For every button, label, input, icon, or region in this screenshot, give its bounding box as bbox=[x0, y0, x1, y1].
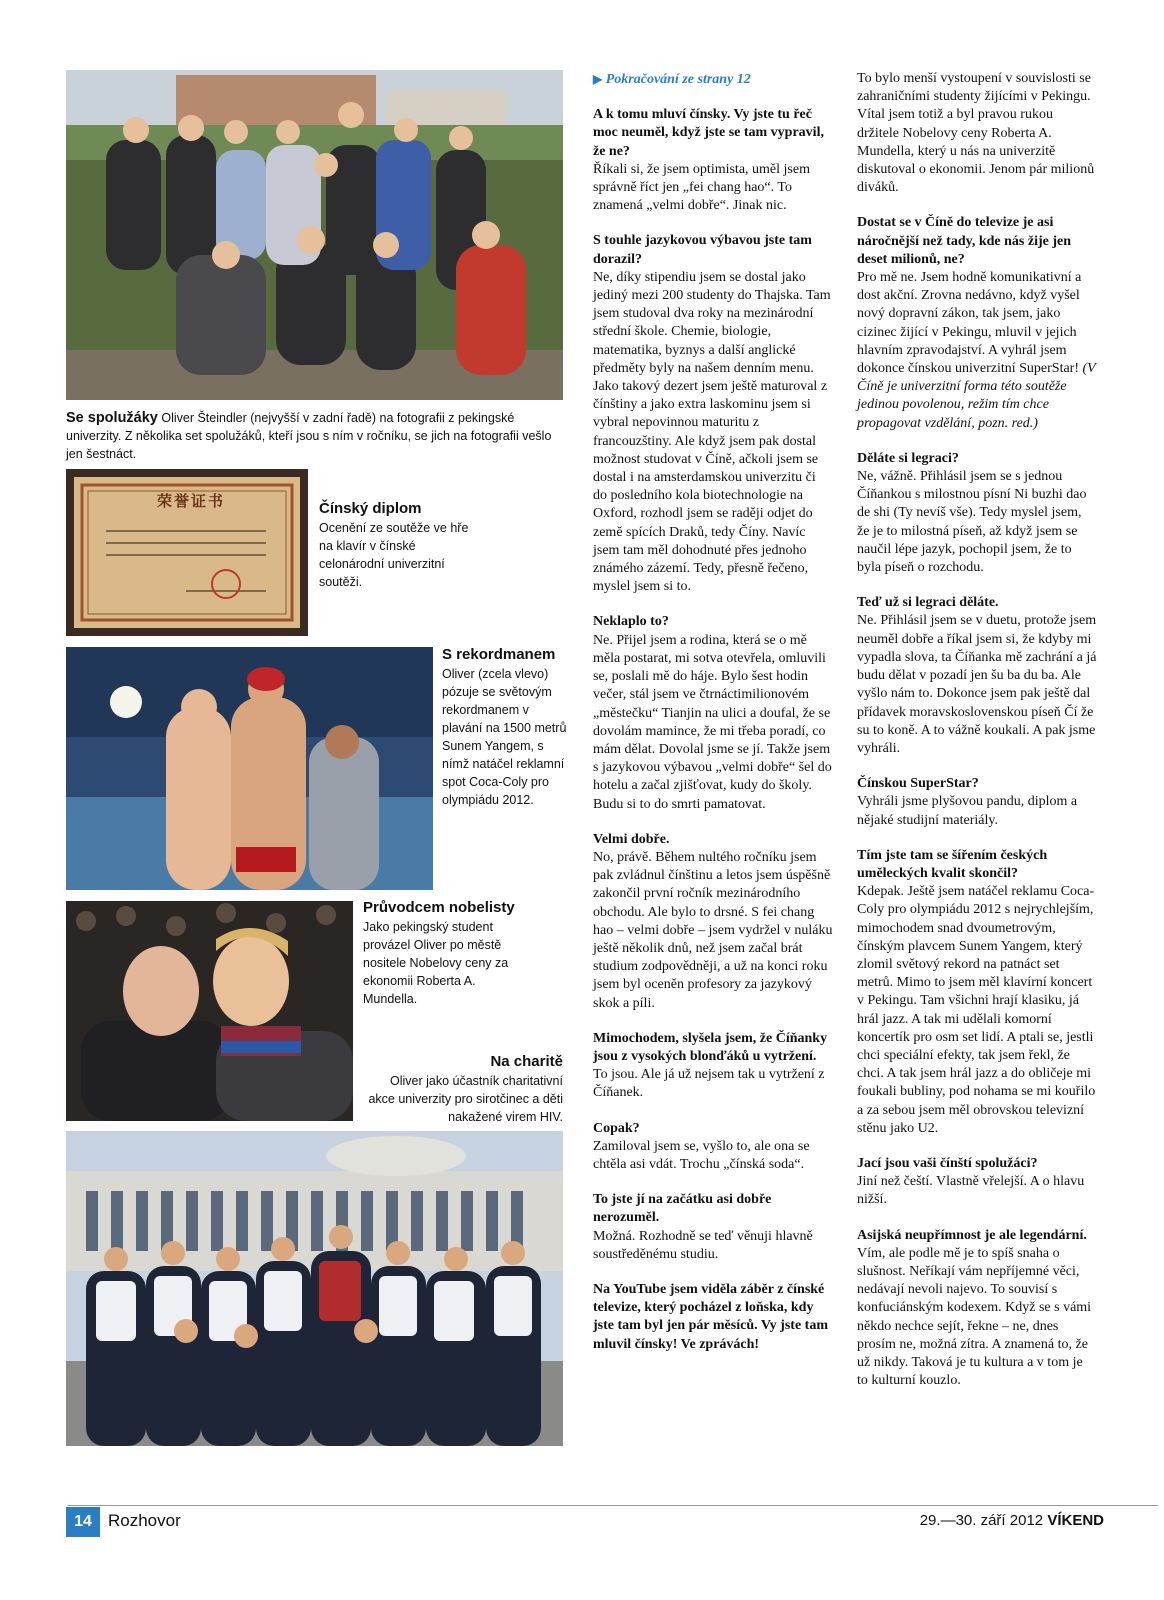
caption-charity-head: Na charitě bbox=[490, 1053, 563, 1070]
continuation-text: Pokračování ze strany 12 bbox=[605, 72, 751, 87]
qa-block bbox=[857, 1155, 1097, 1210]
photo-nobel-laureate bbox=[66, 901, 353, 1121]
question: A k tomu mluví čínsky. Vy jste tu řeč moc neuměl, když jste se tam vypravil, že ne? bbox=[593, 107, 824, 159]
question: Jací jsou vaši čínští spolužáci? bbox=[857, 1155, 1038, 1171]
qa-block bbox=[593, 1030, 833, 1103]
qa-block bbox=[593, 613, 833, 813]
caption-diploma-head: Čínský diplom bbox=[319, 500, 422, 517]
caption-classmates bbox=[66, 409, 563, 463]
play-triangle-icon: ▶ bbox=[593, 72, 603, 86]
caption-nobel-text: Jako pekingský student provázel Oliver po městě nositele Nobelovy ceny za ekonomii Roberta A. Mundella. bbox=[363, 920, 509, 1006]
question: Velmi dobře. bbox=[593, 831, 670, 847]
question: Děláte si legraci? bbox=[857, 450, 959, 466]
answer: Zamiloval jsem se, vyšlo to, ale ona se chtěla asi vdát. Trochu „čínská soda“. bbox=[593, 1138, 810, 1172]
caption-charity bbox=[365, 1052, 563, 1126]
question: Mimochodem, slyšela jsem, že Číňanky jsou z vysokých blonďáků u vytržení. bbox=[593, 1030, 828, 1064]
answer: Ne, vážně. Přihlásil jsem se s jednou Číňankou s milostnou písní Ni buzhi dao de shi (Ty nevíš vše). Tedy myslel jsem, že je to milostná píseň, až když jsem se naučil lépe jazyk, pochopil jsem, že to byla píseň o rozchodu. bbox=[857, 469, 1087, 576]
answer: Ne, díky stipendiu jsem se dostal jako jediný mezi 200 studenty do Thajska. Tam jsem studoval dva roky na mezinárodní střední škole. Chemie, biologie, matematika, byznys a další anglické předměty byly na našem denním menu. Jako takový dezert jsem ještě maturoval z čínštiny a jako extra laskominu jsem si vybral nepovinnou maturitu z francouzštiny. Ale když jsem pak dostal možnost studovat v Číně, ačkoli jsem se dostal i na amsterdamskou univerzitu či do posledního kola biotechnologie na Oxford, rozhodl jsem se raději odjet do země spících Draků, tedy Číny. Navíc jsem tam měl dohodnuté přes jednoho známého zázemí. Tedy, přesně řečeno, myslel jsem si to. bbox=[593, 269, 831, 595]
answer: Ne. Přijel jsem a rodina, která se o mě měla postarat, mi sotva otevřela, omluvili se, poslali mě do háje. Bylo šest hodin večer, stál jsem ve čtrnáctimilionovém „městečku“ Tianjin na ulici a doufal, že se dovolám mamince, že mi třeba poradí, co mám dělat. Dovolal jsme se jí. Takže jsem s jazykovou výbavou „velmi dobře“ šel do hotelu a začal zjišťovat, kudy do školy. Budu si to do smrti pamatovat. bbox=[593, 632, 832, 812]
question: Neklaplo to? bbox=[593, 614, 669, 630]
continuation-note bbox=[593, 70, 833, 89]
article-column-1 bbox=[593, 70, 833, 1371]
question: Asijská neupřímnost je ale legendární. bbox=[857, 1227, 1087, 1243]
qa-block bbox=[857, 70, 1097, 197]
question: Tím jste tam se šířením českých uměleckých kvalit skončil? bbox=[857, 847, 1048, 881]
qa-block bbox=[857, 214, 1097, 432]
qa-block bbox=[593, 1191, 833, 1264]
photo-record-holder bbox=[66, 647, 433, 890]
magazine-brand: VÍKEND bbox=[1047, 1512, 1104, 1529]
caption-classmates-head: Se spolužáky bbox=[66, 410, 158, 426]
caption-nobel bbox=[363, 898, 528, 1008]
photo-charity bbox=[66, 1131, 563, 1446]
answer: Vyhráli jsme plyšovou pandu, diplom a nějaké studijní materiály. bbox=[857, 794, 1078, 828]
qa-block bbox=[593, 106, 833, 215]
answer: Vím, ale podle mě je to spíš snaha o slušnost. Neříkají vám nepříjemné věci, nedávají nevoli najevo. To souvisí s konfuciánským kodexem. Když se s vámi někdo nechce sejít, řekne – ne, dnes prosím ne, možná zítra. A znamená to, že už nikdy. Taková je tu kultura a v tom je to kulturní kouzlo. bbox=[857, 1245, 1092, 1389]
caption-diploma bbox=[319, 499, 479, 591]
caption-record-holder-head: S rekordmanem bbox=[442, 646, 556, 663]
answer: Jiní než čeští. Vlastně vřelejší. A o hlavu nižší. bbox=[857, 1174, 1085, 1208]
editor-note: (V Číně je univerzitní forma této soutěže jedinou povolenou, režim tím chce propagovat vzdělání, pozn. red.) bbox=[857, 361, 1096, 431]
answer: No, právě. Během nultého ročníku jsem pak zvládnul čínštinu a letos jsem úspěšně zakončil první ročník mezinárodního obchodu. Ale bylo to drsné. S fei chang hao – velmi dobře – jsem vydržel v nuláku ještě několik dnů, než jsem začal brát studium zodpovědněji, a už na konci roku jsem byl oceněn profesory za jazykový skok a píli. bbox=[593, 849, 833, 1011]
question: Copak? bbox=[593, 1120, 640, 1136]
answer: Kdepak. Ještě jsem natáčel reklamu Coca-Coly pro olympiádu 2012 s nejrychlejším, mimochodem snad dvoumetrovým, čínským plavcem Sunem Yangem, který zlomil světový rekord na patnáct set metrů. Mimo to jsem měl klavírní koncert v Pekingu. Tam všichni hrají klasiku, já hrál jazz. A tak mi udělali komorní koncertík pro osm set lidí. A ptali se, jestli chci speciální efekty, tak jsem řekl, že chci. A tak jsem hrál jazz a do obličeje mi foukali bubliny, pod nohama se mi kouřilo a za sebou jsem měl obrovskou televizní stěnu jako U2. bbox=[857, 884, 1096, 1136]
photo-classmates bbox=[66, 70, 563, 400]
answer: To bylo menší vystoupení v souvislosti se zahraničními studenty žijícími v Pekingu. Vítal jsem totiž a byl pravou rukou držitele Nobelovy ceny Roberta A. Mundella, který u nás na univerzitě diskutoval o ekonomii. Jenom pár milionů diváků. bbox=[857, 71, 1095, 196]
question: Dostat se v Číně do televize je asi náročnější než tady, kde nás žije jen deset milionů, ne? bbox=[857, 215, 1072, 267]
qa-block bbox=[593, 1281, 833, 1354]
caption-diploma-text: Ocenění ze soutěže ve hře na klavír v čínské celonárodní univerzitní soutěži. bbox=[319, 521, 469, 589]
qa-block bbox=[593, 232, 833, 596]
caption-nobel-head: Průvodcem nobelisty bbox=[363, 899, 515, 916]
footer-divider bbox=[68, 1505, 1158, 1506]
answer: Říkali si, že jsem optimista, uměl jsem správně říct jen „fei chang hao“. To znamená „velmi dobře“. Jinak nic. bbox=[593, 161, 810, 214]
issue-date-text: 29.—30. září 2012 bbox=[919, 1512, 1048, 1529]
qa-block bbox=[857, 1227, 1097, 1391]
qa-block bbox=[857, 775, 1097, 830]
section-name: Rozhovor bbox=[108, 1511, 181, 1530]
answer bbox=[857, 269, 1097, 433]
answer-text: Pro mě ne. Jsem hodně komunikativní a dost akční. Zrovna nedávno, když vyšel nový dopravní zákon, tak jsem, jako cizinec žijící v Pekingu, mluvil v jejich hlavním zpravodajství. A vyhrál jsem dokonce čínskou univerzitní SuperStar! bbox=[857, 270, 1083, 377]
diploma-title: 荣誉证书 bbox=[156, 492, 225, 510]
caption-record-holder bbox=[442, 645, 567, 809]
caption-charity-text: Oliver jako účastník charitativní akce univerzity pro sirotčinec a děti nakažené virem HIV. bbox=[368, 1074, 563, 1124]
caption-classmates-text: Oliver Šteindler (nejvyšší v zadní řadě) na fotografii z pekingské univerzity. Z několika set spolužáků, kteří jsou s ním v ročníku, se jich na fotografii vešlo jen šestnáct. bbox=[66, 411, 552, 461]
answer: Ne. Přihlásil jsem se v duetu, protože jsem neuměl dobře a říkal jsem si, že kdyby mi vypadla slova, ta Číňanka mě zachrání a já budu dělat v pozadí jen šu ba du ba. Ale vyšlo nám to. Dokonce jsem pak ještě dal přídavek moravskoslovenskou píseň Čí že su to koně. A to vážně koukali. A pak jsme vyhráli. bbox=[857, 613, 1097, 756]
answer: To jsou. Ale já už nejsem tak u vytržení z Číňanek. bbox=[593, 1067, 825, 1101]
question: Čínskou SuperStar? bbox=[857, 776, 979, 792]
caption-record-holder-text: Oliver (zcela vlevo) pózuje se světovým rekordmanem v plavání na 1500 metrů Sunem Yangem, s nímž natáčel reklamní spot Coca-Coly pro olympiádu 2012. bbox=[442, 667, 567, 807]
qa-block bbox=[857, 450, 1097, 577]
page-number: 14 bbox=[66, 1507, 100, 1537]
answer: Možná. Rozhodně se teď věnuji hlavně soustředěnému studiu. bbox=[593, 1228, 813, 1262]
article-column-2 bbox=[857, 70, 1097, 1407]
question: Na YouTube jsem viděla záběr z čínské televize, který pocházel z loňska, kdy jste tam byl jen pár měsíců. Vy jste tam mluvil čínsky! Ve zprávách! bbox=[593, 1281, 828, 1352]
qa-block bbox=[593, 1120, 833, 1175]
qa-block bbox=[857, 594, 1097, 758]
question: Teď už si legraci děláte. bbox=[857, 595, 999, 611]
question: S touhle jazykovou výbavou jste tam dorazil? bbox=[593, 233, 812, 267]
qa-block bbox=[593, 831, 833, 1013]
qa-block bbox=[857, 847, 1097, 1138]
issue-date bbox=[920, 1512, 1104, 1529]
question: To jste jí na začátku asi dobře nerozuměl. bbox=[593, 1192, 772, 1226]
